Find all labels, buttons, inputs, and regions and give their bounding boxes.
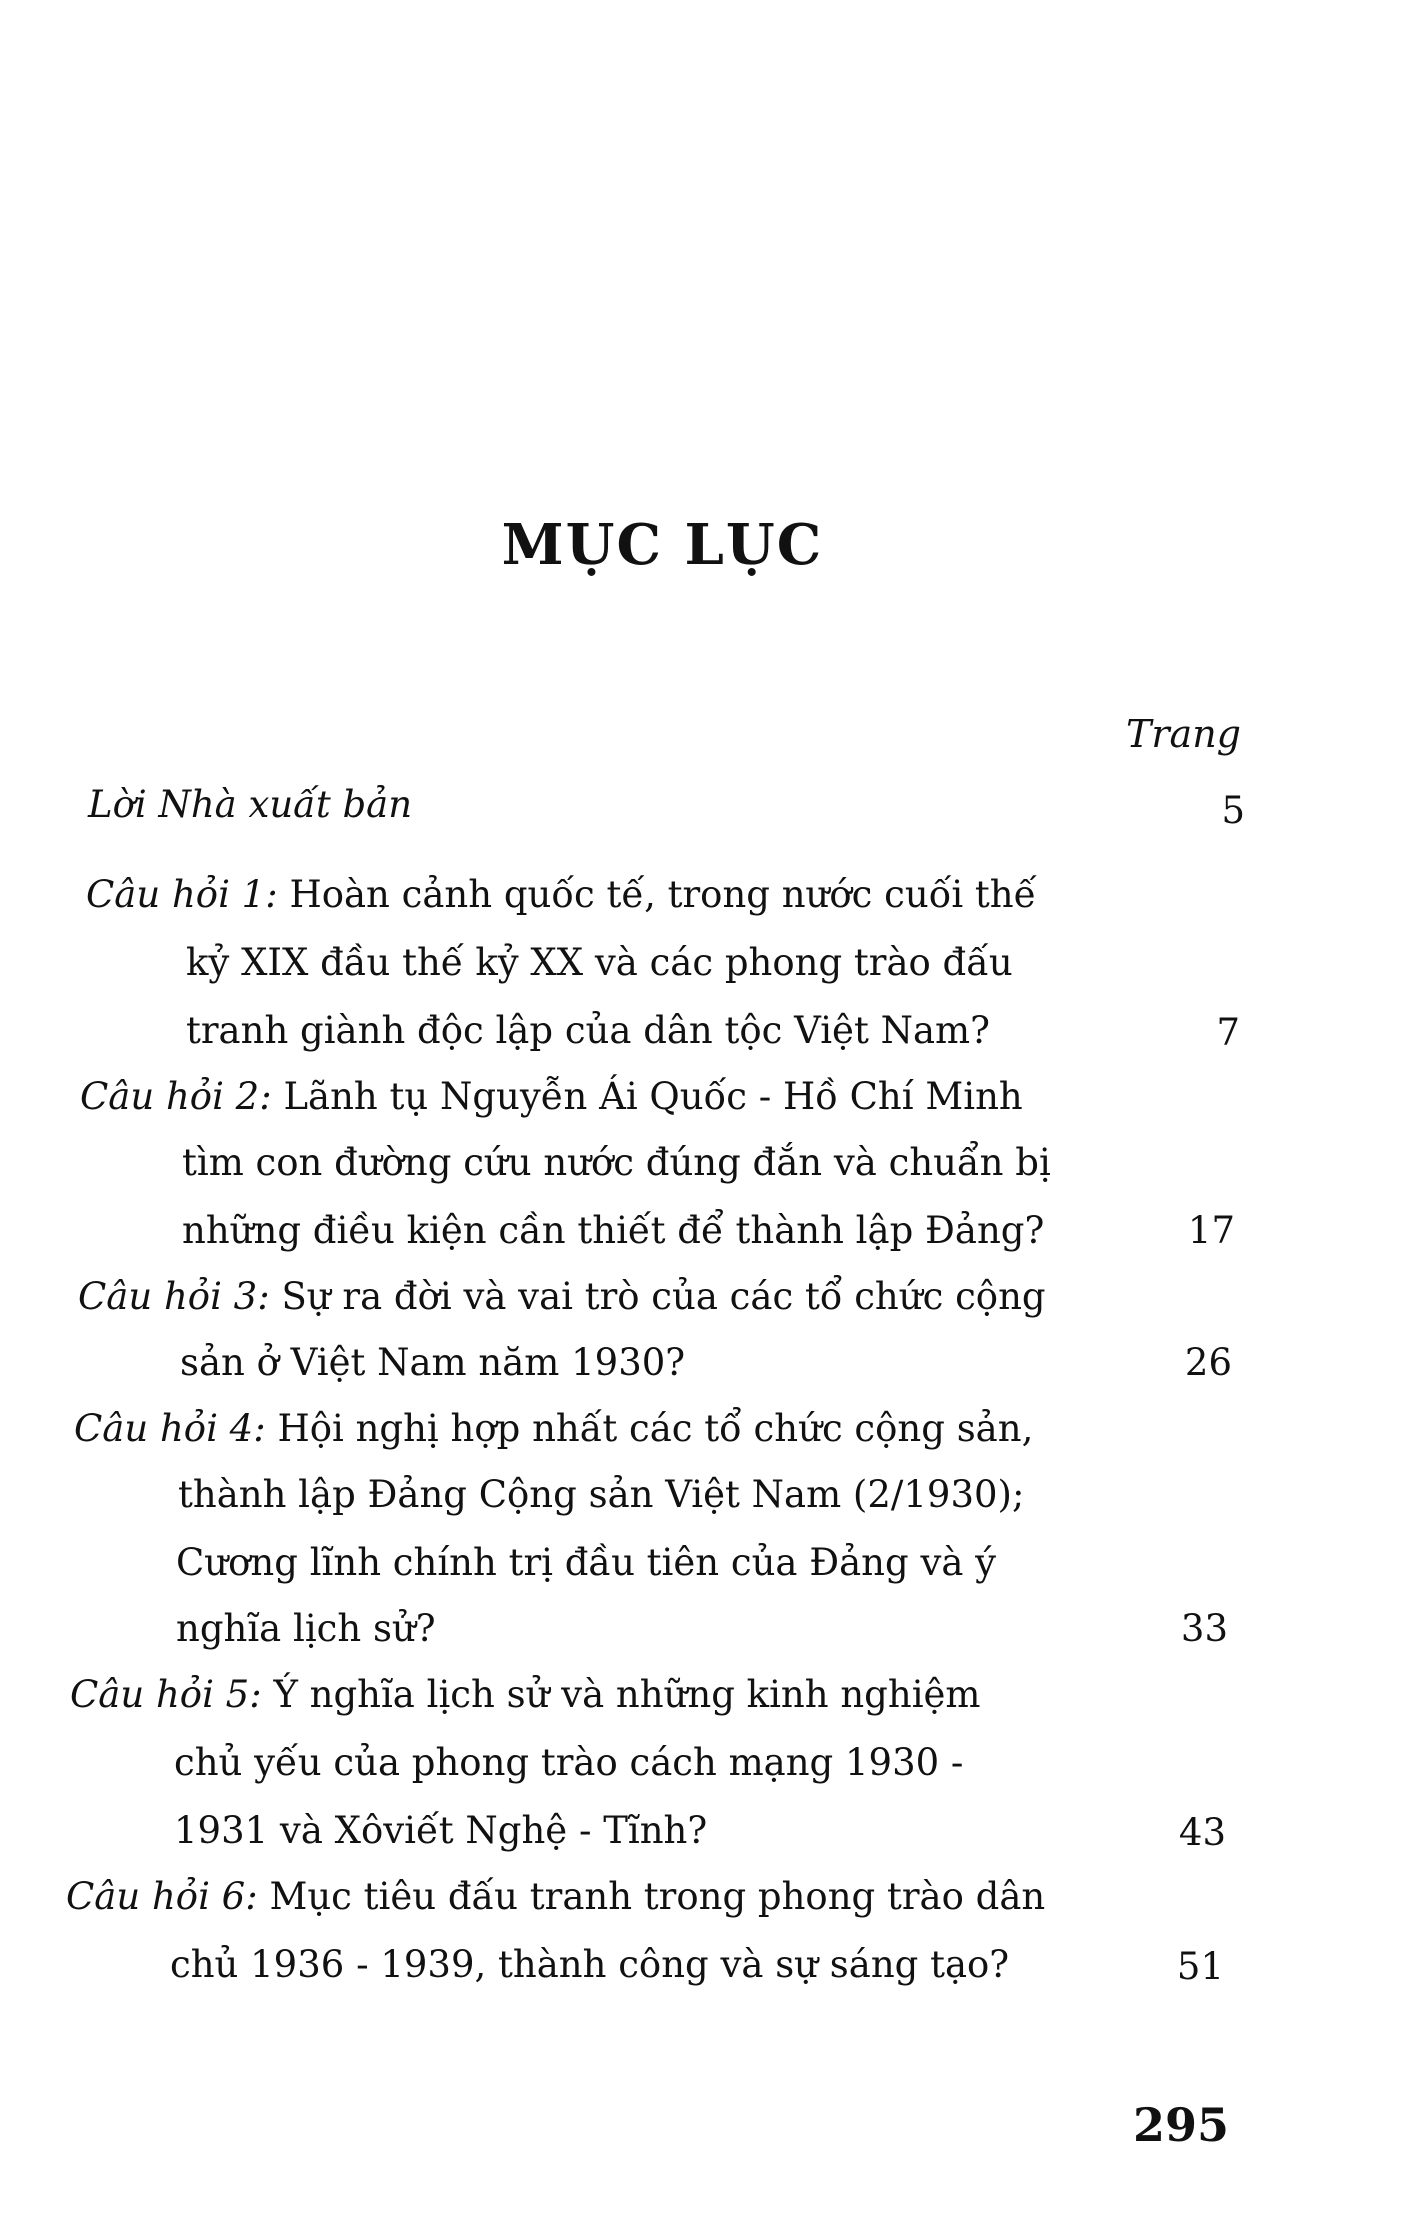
toc-entry-6-label: Câu hỏi 6: <box>66 1875 258 1918</box>
toc-entry-2-label: Câu hỏi 2: <box>80 1075 272 1118</box>
page-column-header: Trang <box>1126 712 1241 756</box>
page-title: MỤC LỤC <box>501 512 824 578</box>
toc-entry-5-line-1 <box>70 1672 981 1718</box>
toc-entry-1-line-3: tranh giành độc lập của dân tộc Việt Nam? <box>186 1009 990 1052</box>
toc-entry-3-label: Câu hỏi 3: <box>78 1275 270 1318</box>
toc-entry-4-line-2: thành lập Đảng Cộng sản Việt Nam (2/1930); <box>178 1473 1025 1516</box>
toc-entry-3-line-1 <box>78 1274 1046 1320</box>
toc-entry-4-page: 33 <box>1180 1607 1228 1650</box>
toc-entry-2-line-3: những điều kiện cần thiết để thành lập Đảng? <box>182 1209 1045 1252</box>
toc-entry-preface-page: 5 <box>1221 789 1245 832</box>
toc-entry-5-page: 43 <box>1178 1811 1226 1854</box>
toc-entry-2-line-1 <box>80 1074 1023 1120</box>
toc-entry-6-line-2: chủ 1936 - 1939, thành công và sự sáng tạo? <box>170 1943 1010 1986</box>
toc-entry-3-line-2: sản ở Việt Nam năm 1930? <box>180 1341 686 1384</box>
toc-entry-1-label: Câu hỏi 1: <box>86 873 278 916</box>
toc-entry-5-line-2: chủ yếu của phong trào cách mạng 1930 - <box>174 1741 964 1784</box>
toc-entry-1-text-1: Hoàn cảnh quốc tế, trong nước cuối thế <box>289 873 1037 916</box>
toc-entry-5-label: Câu hỏi 5: <box>70 1673 262 1716</box>
toc-entry-4-line-4: nghĩa lịch sử? <box>176 1607 436 1650</box>
toc-entry-4-line-1 <box>74 1406 1033 1452</box>
toc-entry-2-text-1: Lãnh tụ Nguyễn Ái Quốc - Hồ Chí Minh <box>283 1075 1023 1118</box>
toc-entry-2-page: 17 <box>1187 1209 1235 1252</box>
toc-entry-preface-title: Lời Nhà xuất bản <box>88 783 413 826</box>
toc-entry-1-line-2: kỷ XIX đầu thế kỷ XX và các phong trào đấu <box>186 941 1013 984</box>
toc-entry-1-page: 7 <box>1216 1011 1240 1054</box>
toc-entry-3-text-1: Sự ra đời và vai trò của các tổ chức cộng <box>281 1275 1046 1318</box>
toc-entry-2-line-2: tìm con đường cứu nước đúng đắn và chuẩn bị <box>182 1141 1051 1184</box>
toc-entry-5-text-1: Ý nghĩa lịch sử và những kinh nghiệm <box>273 1673 981 1716</box>
toc-entry-6-text-1: Mục tiêu đấu tranh trong phong trào dân <box>269 1875 1046 1918</box>
toc-entry-4-line-3: Cương lĩnh chính trị đầu tiên của Đảng và ý <box>176 1541 997 1584</box>
toc-entry-4-label: Câu hỏi 4: <box>74 1407 266 1450</box>
toc-entry-1-line-1 <box>86 872 1036 918</box>
toc-entry-5-line-3: 1931 và Xôviết Nghệ - Tĩnh? <box>174 1809 708 1852</box>
page-number-folio: 295 <box>1132 2098 1229 2152</box>
toc-entry-6-line-1 <box>66 1874 1045 1920</box>
toc-entry-6-page: 51 <box>1176 1945 1224 1988</box>
toc-entry-3-page: 26 <box>1184 1341 1232 1384</box>
toc-entry-4-text-1: Hội nghị hợp nhất các tổ chức cộng sản, <box>277 1407 1034 1450</box>
